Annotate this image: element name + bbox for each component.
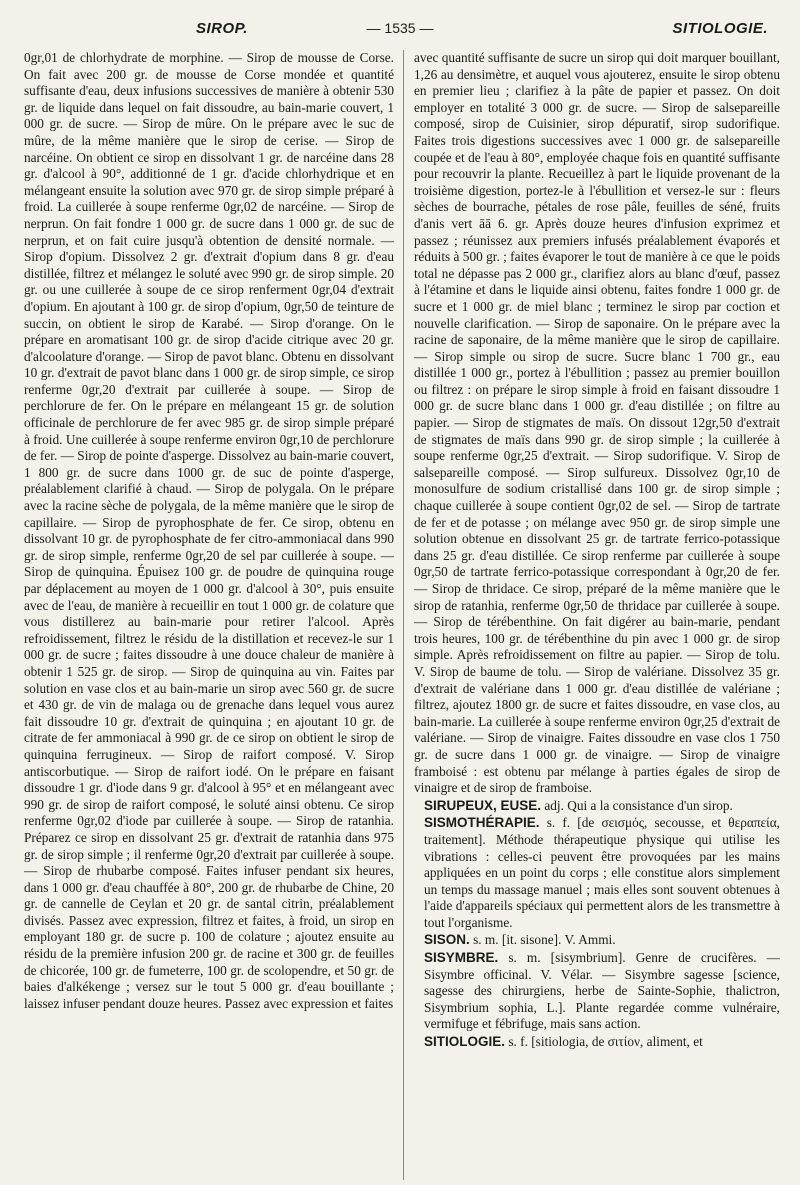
entry-headword: SISMOTHÉRAPIE.	[424, 815, 540, 831]
entry-headword: SITIOLOGIE.	[424, 1034, 506, 1050]
entry-sisymbre	[414, 950, 780, 1033]
entry-sirupeux	[414, 798, 780, 815]
running-head-left: SIROP.	[196, 20, 248, 37]
page-header	[0, 20, 800, 44]
entry-definition: s. m. [sisymbrium]. Genre de crucifères. — Sisymbre officinal. V. Vélar. — Sisymbre sagesse [science, sagesse des chirurgiens, herbe de Sainte-Sophie, thalictron, Sisymbrium sophia, L.]. Plante regardée comme vulnéraire, vermifuge et fébrifuge, mais sans action.	[424, 950, 780, 1032]
entry-sison	[414, 932, 780, 949]
right-column	[414, 50, 780, 1182]
right-column-continuation: avec quantité suffisante de sucre un sirop qui doit marquer bouillant, 1,26 au densimètre, et auquel vous ajouterez, ensuite le sirop obtenu en premier lieu ; clarifiez à la pâte de papier et passez. On doit employer en totalité 3 000 gr. de sucre. — Sirop de salsepareille composé, sirop de Cuisinier, sirop dépuratif, sirop sudorifique. Faites trois digestions successives avec 1 000 gr. de salsepareille coupée et de l'eau à 80°, employée chaque fois en quantité suffisante pour recouvrir la plante. Recueillez à part le liquide provenant de la troisième digestion, portez-le à l'ébullition et versez-le sur : fleurs sèches de bourrache, pétales de rose pâle, feuilles de séné, fruits d'anis vert āā 6. gr. Après douze heures d'infusion exprimez et passez ; réunissez aux premiers infusés préalablement évaporés et réduits à 500 gr. ; faites évaporer le tout de manière à ce que le poids total ne dépasse pas 2 000 gr., clarifiez alors au blanc d'œuf, passez à l'étamine et dans le liquide ainsi obtenu, faites fondre 1 000 gr. de sucre et 1 000 gr. de miel blanc ; terminez le sirop par coction et nouvelle clarification. — Sirop de saponaire. On le prépare avec la racine de saponaire, de la même manière que le sirop de capillaire. — Sirop simple ou sirop de sucre. Sucre blanc 1 700 gr., eau distillée 1 000 gr., portez à l'ébullition ; passez au premier bouillon ou filtrez : on prépare le sirop simple à froid en faisant dissoudre 1 000 gr. de sucre blanc dans 1 000 gr. d'eau distillée ; on filtre au papier. — Sirop de stigmates de maïs. On dissout 12gr,50 d'extrait de stigmates de maïs dans 990 gr. de sirop simple ; la cuillerée à soupe renferme 0gr,25 d'extrait. — Sirop sudorifique. V. Sirop de salsepareille composé. — Sirop sulfureux. Dissolvez 0gr,10 de monosulfure de sodium cristallisé dans 100 gr. de sirop simple ; chaque cuillerée à soupe contient 0gr,02 de sel. — Sirop de tartrate de fer et de potasse ; on mélange avec 950 gr. de sirop simple une solution obtenue en dissolvant 25 gr. de tartrate ferrico-potassique dans 25 gr. d'eau distillée. Ce sirop renferme par cuillerée à soupe 0gr,50 de tartrate ferrico-potassique correspondant à 0gr,20 de fer. — Sirop de thridace. Ce sirop, préparé de la même manière que le sirop de ratanhia, renferme 0gr,50 de thridace par cuillerée à soupe. — Sirop de térébenthine. On fait digérer au bain-marie, pendant trois heures, 100 gr. de térébenthine du pin avec 1 000 gr. de sirop simple. Après refroidissement on filtre au papier. — Sirop de tolu. V. Sirop de baume de tolu. — Sirop de valériane. Dissolvez 35 gr. d'extrait de valériane dans 1 000 gr. d'eau distillée de valériane ; filtrez, ajoutez 1800 gr. de sucre et faites dissoudre, en vase clos, au bain-marie. La cuillerée à soupe renferme environ 0gr,25 d'extrait de valériane. — Sirop de vinaigre. Faites dissoudre en vase clos 1 750 gr. de sucre dans 1 000 gr. de vinaigre. — Sirop de vinaigre framboisé : est obtenu par mélange à parties égales de sirop de vinaigre et de sirop de framboise.	[414, 50, 780, 796]
entry-definition: s. f. [sitiologia, de σιτίον, aliment, et	[508, 1034, 703, 1050]
entry-sitiologie	[414, 1034, 780, 1051]
entry-definition: s. f. [de σεισμός, secousse, et θεραπεία, traitement]. Méthode thérapeutique physique qui utilise les vibrations : celles-ci peuvent être provoquées par les mains appliquées en un point du corps ; elle constitue alors simplement un temps du massage manuel ; mais elles sont souvent obtenues à l'aide d'appareils spéciaux qui permettent alors de les transmettre à tout l'organisme.	[424, 815, 780, 930]
entry-definition: adj. Qui a la consistance d'un sirop.	[544, 797, 733, 813]
column-divider	[403, 50, 404, 1180]
running-head-right: SITIOLOGIE.	[672, 20, 768, 37]
entry-definition: s. m. [it. sisone]. V. Ammi.	[473, 932, 616, 948]
left-column-text: 0gr,01 de chlorhydrate de morphine. — Sirop de mousse de Corse. On fait avec 200 gr. de mousse de Corse mondée et quantité suffisante d'eau, deux infusions successives de manière à obtenir 530 gr. de liquide dans lequel on fait dissoudre, au bain-marie couvert, 1 000 gr. de sucre. — Sirop de mûre. On le prépare avec le suc de mûre, de la même manière que le sirop de cerise. — Sirop de narcéine. On obtient ce sirop en dissolvant 1 gr. de narcéine dans 28 gr. d'alcool à 90°, additionné de 1 gr. d'acide chlorhydrique et en mélangeant ensuite la solution avec 970 gr. de sirop simple préparé à froid. La cuillerée à soupe renferme 0gr,02 de narcéine. — Sirop de nerprun. On fait fondre 1 000 gr. de sucre dans 1 000 gr. de suc de nerprun, et on fait cuire jusqu'à obtention de densité normale. — Sirop d'opium. Dissolvez 2 gr. d'extrait d'opium dans 8 gr. d'eau distillée, filtrez et mélangez le soluté avec 990 gr. de sirop simple. 20 gr. ou une cuillerée à soupe de ce sirop renferment 0gr,04 d'extrait d'opium. En ajoutant à 100 gr. de sirop d'opium, 0gr,50 de teinture de succin, on obtient le sirop de Karabé. — Sirop d'orange. On le prépare en aromatisant 100 gr. de sirop d'acide citrique avec 20 gr. d'alcoolature d'orange. — Sirop de pavot blanc. Obtenu en dissolvant 10 gr. d'extrait de pavot blanc dans 1 000 gr. de sirop simple, ce sirop renferme 0gr,20 d'extrait par cuillerée à soupe. — Sirop de perchlorure de fer. On le prépare en mélangeant 15 gr. de solution officinale de perchlorure de fer avec 985 gr. de sirop simple préparé à froid. Une cuillerée à soupe renferme environ 0gr,10 de perchlorure de fer. — Sirop de pointe d'asperge. Dissolvez au bain-marie couvert, 1 800 gr. de sucre dans 1000 gr. de suc de pointe d'asperge, préalablement clarifié à chaud. — Sirop de polygala. On le prépare avec la racine sèche de polygala, de la même manière que le sirop de capillaire. — Sirop de pyrophosphate de fer. Ce sirop, obtenu en dissolvant 10 gr. de pyrophosphate de fer citro-ammoniacal dans 990 gr. de sirop simple, renferme 0gr,20 de sel par cuillerée à soupe. — Sirop de quinquina. Épuisez 100 gr. de poudre de quinquina rouge par déplacement au moyen de 1 000 gr. d'alcool à 30°, puis ensuite avec de l'eau, de manière à recueillir en tout 1 000 gr. de colature que vous distillerez au bain-marie pour retirer l'alcool. Après refroidissement, filtrez le résidu de la distillation et recevez-le sur 1 000 gr. de sucre ; faites dissoudre à une douce chaleur de manière à obtenir 1 525 gr. de sirop. — Sirop de quinquina au vin. Faites par solution en vase clos et au bain-marie un sirop avec 560 gr. de sucre et 430 gr. de vin de malaga ou de grenache dans lequel vous aurez fait dissoudre 10 gr. d'extrait de quinquina ; en ajoutant 10 gr. de citrate de fer ammoniacal à 990 gr. de ce sirop on obtient le sirop de quinquina ferrugineux. — Sirop de raifort composé. V. Sirop antiscorbutique. — Sirop de raifort iodé. On le prépare en faisant dissoudre 1 gr. d'iode dans 9 gr. d'alcool à 95° et en mélangeant avec 990 gr. de sirop de raifort composé, le soluté ainsi obtenu. Ce sirop renferme 0gr,02 d'iode par cuillerée à soupe. — Sirop de ratanhia. Préparez ce sirop en dissolvant 25 gr. d'extrait de ratanhia dans 975 gr. de sirop simple ; il renferme 0gr,20 d'extrait par cuillerée à soupe. — Sirop de rhubarbe composé. Faites infuser pendant six heures, dans 1 000 gr. d'eau chauffée à 80°, 200 gr. de rhubarbe de Chine, 20 gr. de cannelle de Ceylan et 20 gr. de santal citrin, préalablement divisés. Passez avec expression, filtrez et faites, à froid, un sirop en employant 180 gr. de sucre p. 100 de colature ; ajoutez ensuite au résidu de la première infusion 200 gr. de racine et 300 gr. de feuilles de chicorée, 100 gr. de fumeterre, 100 gr. de scolopendre, et 50 gr. de baies d'alkékenge ; versez sur le tout 5 000 gr. d'eau bouillante ; laissez infuser pendant douze heures. Passez avec expression et faites	[24, 50, 394, 1011]
entry-headword: SISYMBRE.	[424, 950, 499, 966]
page-number: — 1535 —	[366, 20, 434, 36]
entry-headword: SIRUPEUX, EUSE.	[424, 797, 542, 813]
left-column	[24, 50, 394, 1182]
entry-headword: SISON.	[424, 932, 470, 948]
entry-sismotherapie	[414, 815, 780, 931]
